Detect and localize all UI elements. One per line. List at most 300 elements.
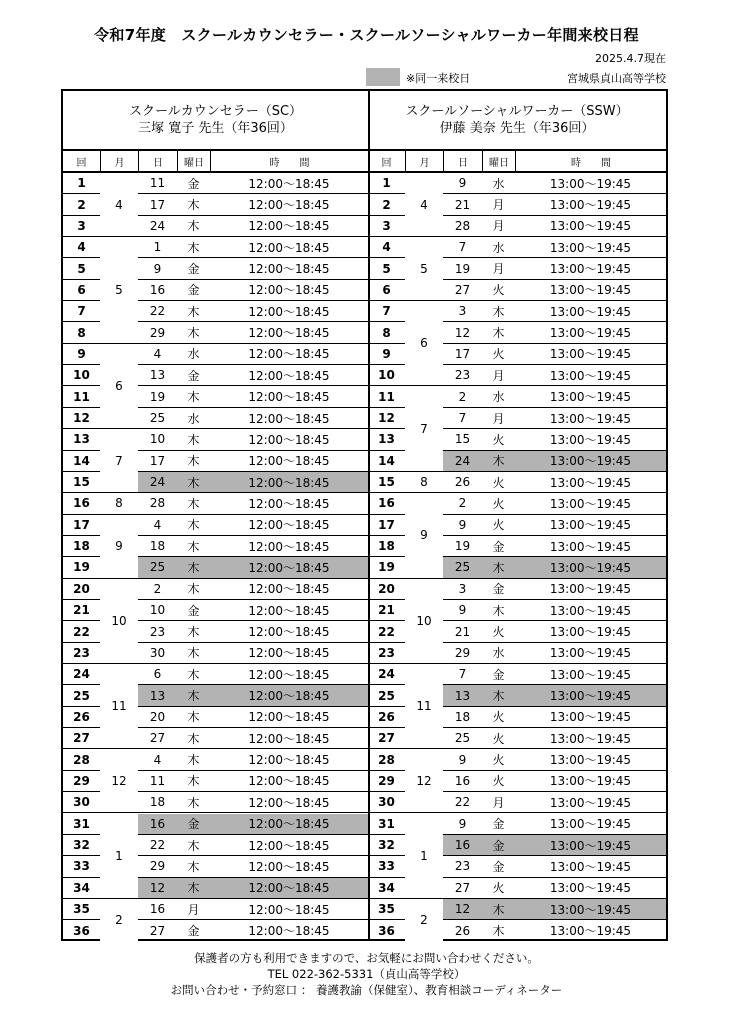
sc-cell-day: 13 [138,685,177,706]
sc-cell-wd: 木 [177,493,210,514]
ssw-header-role: スクールソーシャルワーカー（SSW） [405,104,629,119]
sc-cell-no: 36 [73,923,90,938]
ssw-cell-day: 23 [443,365,482,386]
sc-cell-time: 12:00～18:45 [210,387,368,408]
sc-cell-wd: 金 [187,924,200,939]
sc-cell-time: 12:00～18:45 [210,749,368,770]
sc-month-cell: 2 [100,899,138,942]
ssw-cell-day: 19 [443,536,482,557]
ssw-cell-time: 13:00～19:45 [515,472,666,493]
sc-cell-wd: 木 [177,472,210,493]
ssw-colhdr-no: 回 [381,157,392,169]
ssw-cell-no: 12 [368,408,405,429]
sc-cell-day: 20 [138,707,177,728]
sc-cell-no: 7 [63,301,100,322]
ssw-cell-no: 10 [368,365,405,386]
ssw-cell-wd: 火 [482,515,515,536]
sc-cell-day: 17 [138,194,177,215]
sc-cell-wd: 木 [177,749,210,770]
sc-cell-wd: 木 [177,322,210,343]
ssw-cell-wd: 月 [482,216,515,237]
ssw-cell-day: 7 [443,664,482,685]
sc-cell-no: 19 [63,557,100,578]
ssw-column-headers [368,151,666,173]
sc-month-cell: 11 [100,664,138,749]
ssw-month-cell: 1 [405,814,443,899]
ssw-cell-wd: 木 [482,451,515,472]
sc-schedule [63,91,368,939]
sc-month-cell: 5 [100,237,138,344]
sc-cell-wd: 木 [177,685,210,706]
ssw-cell-wd: 火 [482,749,515,770]
ssw-cell-wd: 木 [482,322,515,343]
ssw-cell-time: 13:00～19:45 [515,579,666,600]
ssw-cell-day: 23 [443,856,482,877]
ssw-cell-no: 15 [368,472,405,493]
sc-cell-time: 12:00～18:45 [210,835,368,856]
sc-cell-day: 30 [138,643,177,664]
ssw-cell-no: 4 [368,237,405,258]
sc-cell-time: 12:00～18:45 [210,621,368,642]
ssw-cell-no: 1 [368,173,405,194]
sc-cell-day: 11 [138,771,177,792]
sc-month-cell: 7 [100,429,138,493]
sc-cell-wd: 木 [177,451,210,472]
sc-cell-time: 12:00～18:45 [210,707,368,728]
sc-month-cell: 10 [100,579,138,664]
ssw-cell-no: 19 [368,557,405,578]
school-name: 宮城県貞山高等学校 [567,72,666,85]
ssw-month-cell: 6 [405,301,443,386]
ssw-cell-wd: 水 [482,237,515,258]
ssw-cell-wd: 火 [482,621,515,642]
ssw-cell-day: 25 [443,728,482,749]
sc-colhdr-wd: 曜日 [177,151,210,171]
ssw-cell-time: 13:00～19:45 [515,280,666,301]
sc-cell-time: 12:00～18:45 [210,515,368,536]
ssw-cell-day: 21 [443,621,482,642]
sc-cell-time: 12:00～18:45 [210,771,368,792]
sc-cell-time: 12:00～18:45 [210,216,368,237]
sc-cell-time: 12:00～18:45 [210,579,368,600]
sc-cell-no: 14 [63,451,100,472]
sc-cell-day: 19 [138,387,177,408]
sc-colhdr-month: 月 [100,151,138,171]
ssw-cell-day: 13 [443,685,482,706]
ssw-cell-wd: 火 [482,472,515,493]
ssw-cell-day: 9 [443,173,482,194]
ssw-cell-no: 6 [368,280,405,301]
ssw-cell-day: 29 [443,643,482,664]
sc-cell-day: 27 [138,728,177,749]
sc-header-name: 三塚 寛子 先生（年36回） [138,121,293,136]
sc-cell-day: 10 [138,600,177,621]
ssw-cell-day: 9 [443,749,482,770]
ssw-cell-time: 13:00～19:45 [515,814,666,835]
sc-cell-day: 1 [138,237,177,258]
ssw-cell-time: 13:00～19:45 [549,924,632,939]
ssw-cell-day: 2 [443,493,482,514]
ssw-cell-wd: 金 [482,579,515,600]
ssw-cell-day: 22 [443,792,482,813]
ssw-cell-wd: 水 [482,387,515,408]
ssw-cell-no: 31 [368,814,405,835]
ssw-cell-wd: 月 [482,408,515,429]
ssw-cell-no: 29 [368,771,405,792]
ssw-cell-wd: 月 [482,792,515,813]
ssw-cell-wd: 火 [482,280,515,301]
ssw-cell-day: 19 [443,258,482,279]
ssw-cell-wd: 金 [482,536,515,557]
ssw-cell-day: 27 [443,878,482,899]
sc-cell-time: 12:00～18:45 [210,600,368,621]
ssw-cell-no: 30 [368,792,405,813]
sc-month-cell: 12 [100,749,138,813]
ssw-month-cell: 7 [405,387,443,472]
ssw-cell-time: 13:00～19:45 [515,322,666,343]
ssw-cell-wd: 木 [482,899,515,920]
ssw-cell-no: 5 [368,258,405,279]
sc-cell-day: 16 [138,280,177,301]
ssw-cell-no: 16 [368,493,405,514]
sc-cell-time: 12:00～18:45 [210,643,368,664]
sc-cell-no: 20 [63,579,100,600]
ssw-cell-day: 17 [443,344,482,365]
sc-cell-day: 22 [138,835,177,856]
ssw-cell-day: 12 [443,322,482,343]
ssw-month-cell: 5 [405,237,443,301]
sc-cell-wd: 木 [177,237,210,258]
ssw-cell-no: 26 [368,707,405,728]
sc-cell-wd: 木 [177,878,210,899]
ssw-cell-no: 36 [378,923,395,938]
footer-note: 保護者の方も利用できますので、お気軽にお問い合わせください。 [194,951,539,965]
ssw-cell-wd: 火 [482,771,515,792]
ssw-cell-time: 13:00～19:45 [515,258,666,279]
sc-header [63,91,368,151]
sc-cell-day: 13 [138,365,177,386]
sc-cell-day: 28 [138,493,177,514]
sc-cell-no: 21 [63,600,100,621]
sc-cell-time: 12:00～18:45 [210,493,368,514]
sc-cell-wd: 木 [177,643,210,664]
sc-cell-time: 12:00～18:45 [210,344,368,365]
ssw-cell-time: 13:00～19:45 [515,451,666,472]
sc-cell-no: 8 [63,322,100,343]
sc-cell-time: 12:00～18:45 [210,408,368,429]
sc-cell-no: 15 [63,472,100,493]
ssw-cell-day: 15 [443,429,482,450]
ssw-cell-time: 13:00～19:45 [515,664,666,685]
sc-cell-wd: 金 [177,258,210,279]
sc-colhdr-no: 回 [76,157,87,169]
sc-cell-no: 10 [63,365,100,386]
legend-label: ※同一来校日 [406,72,471,85]
sc-cell-no: 24 [63,664,100,685]
sc-cell-no: 28 [63,749,100,770]
sc-cell-time: 12:00～18:45 [210,280,368,301]
sc-cell-day: 16 [138,899,177,920]
ssw-cell-time: 13:00～19:45 [515,194,666,215]
ssw-cell-time: 13:00～19:45 [515,237,666,258]
sc-cell-no: 1 [63,173,100,194]
ssw-header [368,91,666,151]
ssw-month-cell: 8 [405,472,443,493]
ssw-cell-time: 13:00～19:45 [515,387,666,408]
sc-cell-no: 18 [63,536,100,557]
ssw-cell-time: 13:00～19:45 [515,835,666,856]
ssw-cell-wd: 金 [482,664,515,685]
sc-cell-time: 12:00～18:45 [210,557,368,578]
sc-cell-time: 12:00～18:45 [210,685,368,706]
ssw-cell-wd: 金 [482,856,515,877]
ssw-cell-no: 35 [368,899,405,920]
ssw-cell-no: 24 [368,664,405,685]
ssw-cell-time: 13:00～19:45 [515,173,666,194]
sc-cell-no: 31 [63,814,100,835]
ssw-cell-time: 13:00～19:45 [515,536,666,557]
sc-cell-day: 4 [138,515,177,536]
ssw-cell-no: 27 [368,728,405,749]
ssw-cell-day: 7 [443,408,482,429]
sc-cell-time: 12:00～18:45 [210,664,368,685]
ssw-header-name: 伊藤 美奈 先生（年36回） [439,121,595,136]
sc-cell-wd: 木 [177,515,210,536]
sc-cell-time: 12:00～18:45 [248,924,330,939]
ssw-month-cell: 9 [405,493,443,578]
sc-cell-time: 12:00～18:45 [210,536,368,557]
sc-cell-wd: 木 [177,216,210,237]
sc-cell-day: 4 [138,749,177,770]
sc-cell-time: 12:00～18:45 [210,173,368,194]
ssw-cell-day: 9 [443,515,482,536]
sc-cell-time: 12:00～18:45 [210,301,368,322]
sc-cell-time: 12:00～18:45 [210,322,368,343]
ssw-cell-day: 3 [443,301,482,322]
sc-cell-no: 22 [63,621,100,642]
ssw-schedule [368,91,666,939]
ssw-cell-no: 18 [368,536,405,557]
ssw-cell-time: 13:00～19:45 [515,685,666,706]
sc-cell-day: 10 [138,429,177,450]
ssw-cell-no: 32 [368,835,405,856]
sc-cell-time: 12:00～18:45 [210,878,368,899]
sc-cell-no: 23 [63,643,100,664]
ssw-month-cell: 2 [405,899,443,942]
sc-cell-time: 12:00～18:45 [210,194,368,215]
ssw-colhdr-time: 時 間 [515,151,666,171]
footer-phone: TEL 022-362-5331（貞山高等学校） [267,967,466,981]
ssw-cell-time: 13:00～19:45 [515,408,666,429]
ssw-cell-wd: 月 [482,194,515,215]
ssw-cell-no: 21 [368,600,405,621]
ssw-cell-time: 13:00～19:45 [515,856,666,877]
sc-month-cell: 8 [100,493,138,514]
ssw-cell-time: 13:00～19:45 [515,365,666,386]
sc-cell-time: 12:00～18:45 [210,792,368,813]
sc-cell-wd: 木 [177,301,210,322]
sc-cell-time: 12:00～18:45 [210,451,368,472]
sc-cell-no: 4 [63,237,100,258]
ssw-cell-wd: 木 [482,301,515,322]
sc-cell-day: 22 [138,301,177,322]
ssw-cell-day: 28 [443,216,482,237]
ssw-cell-no: 8 [368,322,405,343]
ssw-cell-wd: 火 [482,493,515,514]
sc-cell-day: 16 [138,814,177,835]
ssw-cell-time: 13:00～19:45 [515,643,666,664]
sc-cell-day: 23 [138,621,177,642]
sc-cell-wd: 水 [177,408,210,429]
sc-cell-day: 29 [138,856,177,877]
ssw-cell-day: 25 [443,557,482,578]
sc-month-cell: 1 [100,814,138,899]
sc-cell-no: 13 [63,429,100,450]
as-of-date: 2025.4.7現在 [595,52,666,65]
sc-cell-wd: 金 [177,173,210,194]
sc-month-cell: 6 [100,344,138,429]
ssw-cell-wd: 火 [482,707,515,728]
sc-cell-day: 4 [138,344,177,365]
sc-cell-day: 29 [138,322,177,343]
sc-cell-no: 26 [63,707,100,728]
sc-cell-wd: 木 [177,194,210,215]
ssw-colhdr-month: 月 [405,151,443,171]
ssw-month-cell: 4 [405,173,443,237]
ssw-cell-time: 13:00～19:45 [515,600,666,621]
ssw-cell-time: 13:00～19:45 [515,301,666,322]
ssw-cell-wd: 火 [482,878,515,899]
ssw-cell-wd: 金 [482,814,515,835]
sc-cell-wd: 水 [177,344,210,365]
sc-cell-no: 17 [63,515,100,536]
ssw-cell-time: 13:00～19:45 [515,899,666,920]
ssw-cell-day: 21 [443,194,482,215]
sc-cell-day: 25 [138,557,177,578]
ssw-cell-day: 16 [443,771,482,792]
sc-cell-day: 27 [149,923,166,938]
sc-cell-wd: 木 [177,579,210,600]
ssw-cell-day: 3 [443,579,482,600]
ssw-cell-day: 12 [443,899,482,920]
ssw-cell-no: 14 [368,451,405,472]
sc-cell-no: 11 [63,387,100,408]
page-title: 令和7年度 スクールカウンセラー・スクールソーシャルワーカー年間来校日程 [94,26,639,44]
sc-cell-wd: 木 [177,621,210,642]
sc-cell-no: 6 [63,280,100,301]
sc-cell-day: 9 [138,258,177,279]
ssw-cell-day: 18 [443,707,482,728]
ssw-cell-wd: 火 [482,429,515,450]
ssw-cell-no: 13 [368,429,405,450]
sc-cell-no: 5 [63,258,100,279]
ssw-cell-time: 13:00～19:45 [515,216,666,237]
ssw-month-cell: 11 [405,664,443,749]
sc-month-cell: 9 [100,515,138,579]
ssw-cell-time: 13:00～19:45 [515,429,666,450]
sc-cell-no: 33 [63,856,100,877]
sc-cell-wd: 金 [177,814,210,835]
ssw-cell-no: 11 [368,387,405,408]
sc-cell-day: 25 [138,408,177,429]
sc-cell-no: 32 [63,835,100,856]
ssw-cell-day: 9 [443,814,482,835]
ssw-cell-wd: 水 [482,643,515,664]
ssw-cell-day: 16 [443,835,482,856]
sc-cell-day: 12 [138,878,177,899]
sc-cell-time: 12:00～18:45 [210,899,368,920]
ssw-cell-wd: 木 [482,557,515,578]
ssw-cell-wd: 木 [482,600,515,621]
sc-cell-no: 25 [63,685,100,706]
sc-cell-wd: 木 [177,728,210,749]
sc-cell-no: 34 [63,878,100,899]
ssw-cell-day: 7 [443,237,482,258]
ssw-cell-no: 23 [368,643,405,664]
sc-cell-time: 12:00～18:45 [210,258,368,279]
ssw-cell-no: 28 [368,749,405,770]
sc-cell-wd: 木 [177,429,210,450]
sc-cell-day: 18 [138,792,177,813]
ssw-cell-time: 13:00～19:45 [515,557,666,578]
schedule-table [61,89,668,941]
sc-cell-day: 24 [138,216,177,237]
ssw-cell-no: 34 [368,878,405,899]
sc-cell-wd: 木 [177,856,210,877]
sc-cell-time: 12:00～18:45 [210,429,368,450]
sc-cell-time: 12:00～18:45 [210,237,368,258]
ssw-cell-no: 22 [368,621,405,642]
sc-cell-time: 12:00～18:45 [210,856,368,877]
sc-cell-no: 16 [63,493,100,514]
ssw-cell-no: 7 [368,301,405,322]
ssw-cell-no: 3 [368,216,405,237]
ssw-cell-no: 2 [368,194,405,215]
ssw-cell-time: 13:00～19:45 [515,749,666,770]
ssw-cell-no: 17 [368,515,405,536]
ssw-colhdr-day: 日 [443,151,482,171]
sc-cell-time: 12:00～18:45 [210,814,368,835]
ssw-cell-day: 27 [443,280,482,301]
sc-cell-wd: 木 [177,792,210,813]
ssw-cell-no: 20 [368,579,405,600]
sc-colhdr-time: 時 間 [210,151,368,171]
sc-header-role: スクールカウンセラー（SC） [128,104,303,119]
ssw-cell-wd: 木 [482,685,515,706]
sc-cell-wd: 月 [177,899,210,920]
sc-cell-no: 3 [63,216,100,237]
ssw-colhdr-wd: 曜日 [482,151,515,171]
ssw-cell-day: 26 [454,923,471,938]
ssw-cell-time: 13:00～19:45 [515,621,666,642]
ssw-month-cell: 12 [405,749,443,813]
sc-cell-day: 18 [138,536,177,557]
ssw-cell-wd: 金 [482,835,515,856]
sc-cell-wd: 金 [177,600,210,621]
sc-cell-day: 17 [138,451,177,472]
sc-cell-wd: 木 [177,557,210,578]
sc-cell-no: 2 [63,194,100,215]
ssw-cell-time: 13:00～19:45 [515,728,666,749]
ssw-cell-wd: 水 [482,173,515,194]
sc-cell-wd: 木 [177,664,210,685]
sc-cell-day: 24 [138,472,177,493]
ssw-cell-no: 9 [368,344,405,365]
sc-cell-wd: 金 [177,280,210,301]
sc-cell-no: 30 [63,792,100,813]
ssw-cell-time: 13:00～19:45 [515,344,666,365]
sc-cell-time: 12:00～18:45 [210,472,368,493]
